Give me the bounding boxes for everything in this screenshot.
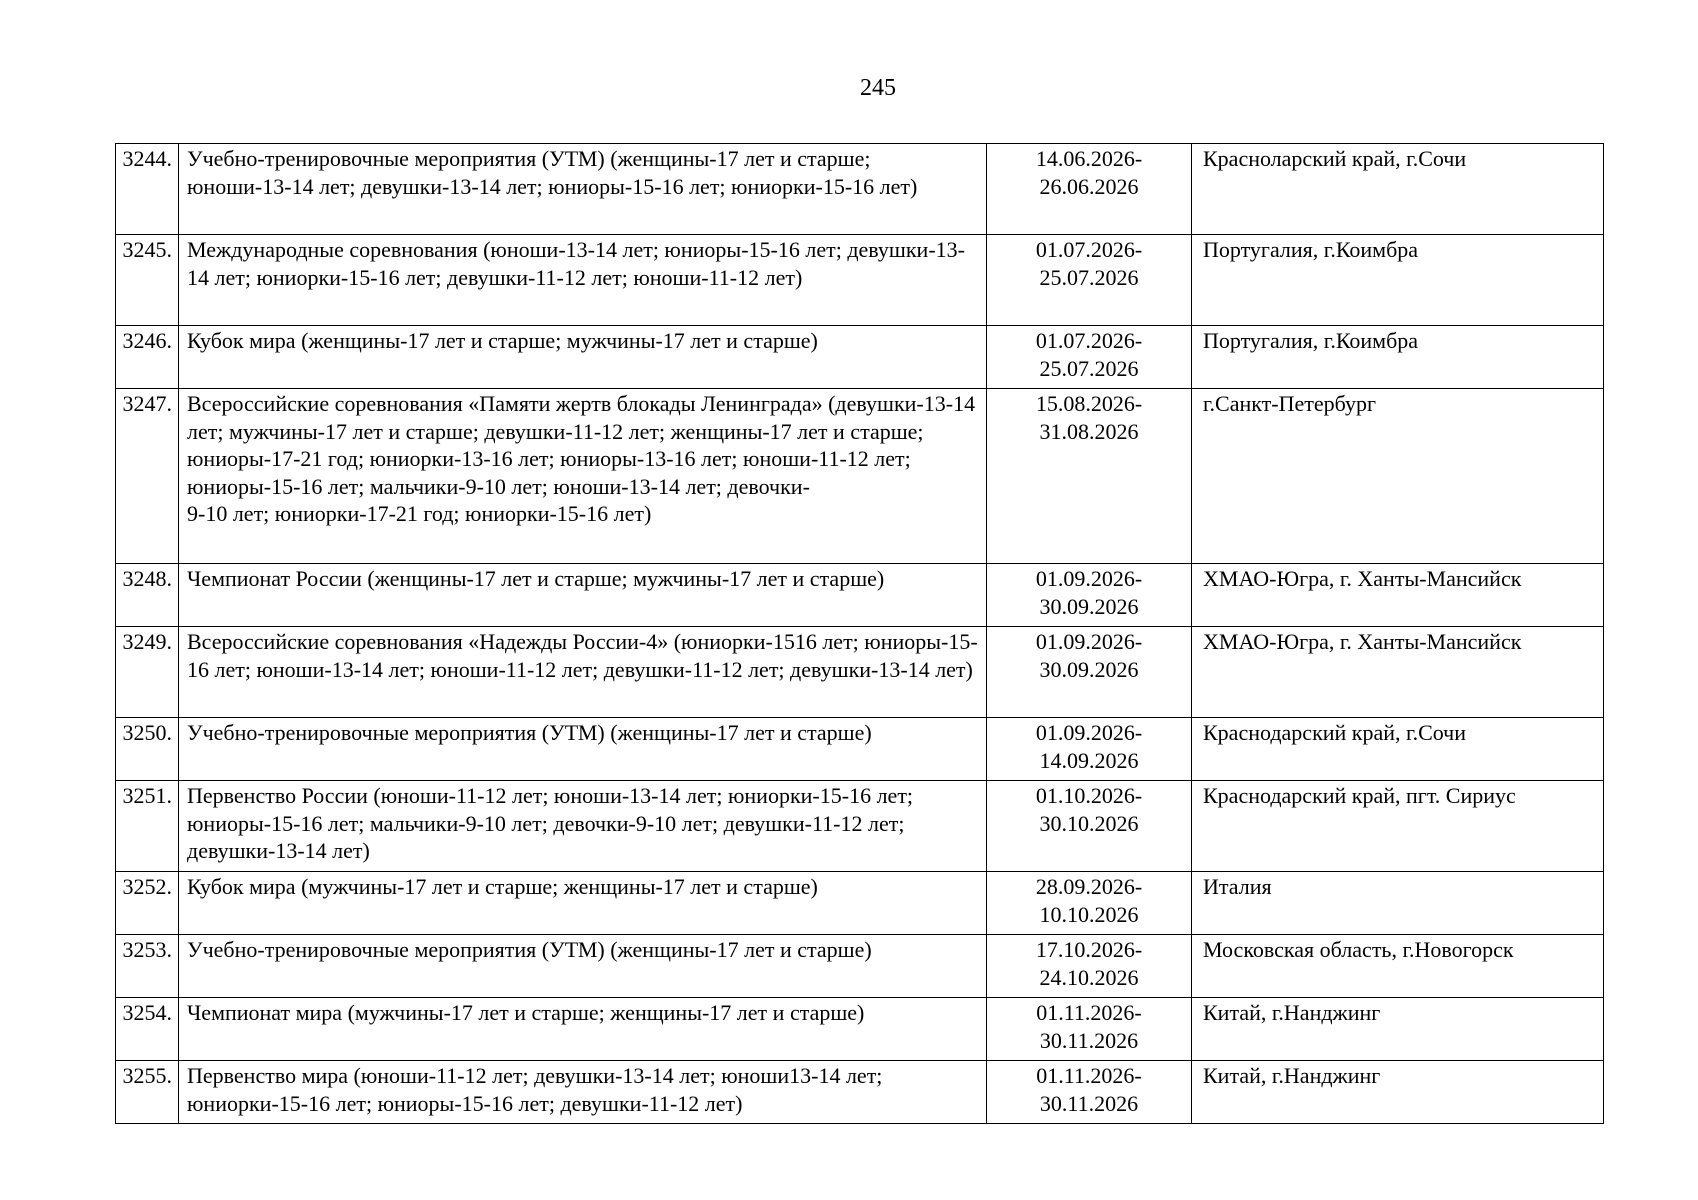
table-row: [116, 326, 1604, 389]
event-name: Всероссийские соревнования «Надежды России-4» (юниорки-1516 лет; юниоры-15-16 лет; юноши-13-14 лет; юноши-11-12 лет; девушки-11-12 лет; девушки-13-14 лет): [179, 627, 987, 718]
table-row: [116, 998, 1604, 1061]
event-number: 3253.: [116, 935, 179, 998]
date-to: 30.09.2026: [1039, 593, 1139, 619]
table-row: [116, 389, 1604, 564]
event-place: Китай, г.Нанджинг: [1192, 1061, 1604, 1124]
date-to: 25.07.2026: [1039, 264, 1139, 290]
event-dates: [987, 627, 1192, 718]
event-number: 3246.: [116, 326, 179, 389]
event-name: Учебно-тренировочные мероприятия (УТМ) (женщины-17 лет и старше; юноши-13-14 лет; девушки-13-14 лет; юниоры-15-16 лет; юниорки-15-16 лет): [179, 144, 987, 235]
date-from: 01.11.2026-: [1036, 1000, 1142, 1025]
date-to: 30.11.2026: [1039, 1027, 1139, 1053]
event-dates: [987, 935, 1192, 998]
date-from: 17.10.2026-: [1035, 937, 1143, 962]
events-table-body: [116, 144, 1604, 1124]
date-to: 14.09.2026: [1039, 747, 1139, 773]
date-from: 01.10.2026-: [1035, 783, 1143, 808]
date-from: 01.11.2026-: [1036, 1063, 1142, 1088]
event-dates: [987, 326, 1192, 389]
event-name: Кубок мира (мужчины-17 лет и старше; женщины-17 лет и старше): [179, 872, 987, 935]
page-number: 245: [860, 75, 896, 101]
date-from: 01.09.2026-: [1035, 720, 1143, 745]
event-place: Краснодарский край, г.Сочи: [1192, 718, 1604, 781]
event-place: Португалия, г.Коимбра: [1192, 235, 1604, 326]
event-number: 3249.: [116, 627, 179, 718]
date-to: 10.10.2026: [1039, 901, 1139, 927]
table-row: [116, 144, 1604, 235]
date-from: 01.07.2026-: [1035, 328, 1143, 353]
event-number: 3250.: [116, 718, 179, 781]
event-number: 3244.: [116, 144, 179, 235]
table-row: [116, 235, 1604, 326]
event-name: Чемпионат мира (мужчины-17 лет и старше; женщины-17 лет и старше): [179, 998, 987, 1061]
event-number: 3248.: [116, 564, 179, 627]
event-place: Китай, г.Нанджинг: [1192, 998, 1604, 1061]
event-place: Италия: [1192, 872, 1604, 935]
event-dates: [987, 235, 1192, 326]
date-from: 14.06.2026-: [1035, 146, 1143, 171]
event-number: 3245.: [116, 235, 179, 326]
date-to: 30.11.2026: [1039, 1090, 1139, 1116]
event-place: ХМАО-Югра, г. Ханты-Мансийск: [1192, 564, 1604, 627]
table-row: [116, 1061, 1604, 1124]
events-table: [115, 143, 1604, 1124]
event-number: 3254.: [116, 998, 179, 1061]
event-place: г.Санкт-Петербург: [1192, 389, 1604, 564]
event-place: ХМАО-Югра, г. Ханты-Мансийск: [1192, 627, 1604, 718]
event-place: Португалия, г.Коимбра: [1192, 326, 1604, 389]
event-name: Первенство мира (юноши-11-12 лет; девушки-13-14 лет; юноши13-14 лет; юниорки-15-16 лет; юниоры-15-16 лет; девушки-11-12 лет): [179, 1061, 987, 1124]
event-dates: [987, 781, 1192, 872]
event-name: Международные соревнования (юноши-13-14 лет; юниоры-15-16 лет; девушки-13-14 лет; юниорки-15-16 лет; девушки-11-12 лет; юноши-11-12 лет): [179, 235, 987, 326]
event-name: Всероссийские соревнования «Памяти жертв блокады Ленинграда» (девушки-13-14 лет; мужчины-17 лет и старше; девушки-11-12 лет; женщины-17 лет и старше; юниоры-17-21 год; юниорки-13-16 лет; юниоры-13-16 лет; юноши-11-12 лет; юниоры-15-16 лет; мальчики-9-10 лет; юноши-13-14 лет; девочки- 9-10 лет; юниорки-17-21 год; юниорки-15-16 лет): [179, 389, 987, 564]
event-name: Учебно-тренировочные мероприятия (УТМ) (женщины-17 лет и старше): [179, 718, 987, 781]
event-name: Кубок мира (женщины-17 лет и старше; мужчины-17 лет и старше): [179, 326, 987, 389]
date-to: 26.06.2026: [1039, 173, 1139, 199]
event-number: 3247.: [116, 389, 179, 564]
table-row: [116, 872, 1604, 935]
event-dates: [987, 872, 1192, 935]
date-from: 28.09.2026-: [1035, 874, 1143, 899]
date-from: 01.09.2026-: [1035, 629, 1143, 654]
event-place: Красноларский край, г.Сочи: [1192, 144, 1604, 235]
table-row: [116, 564, 1604, 627]
date-to: 31.08.2026: [1039, 418, 1139, 444]
event-name: Учебно-тренировочные мероприятия (УТМ) (женщины-17 лет и старше): [179, 935, 987, 998]
date-from: 15.08.2026-: [1035, 391, 1143, 416]
event-number: 3255.: [116, 1061, 179, 1124]
table-row: [116, 781, 1604, 872]
event-dates: [987, 389, 1192, 564]
event-dates: [987, 1061, 1192, 1124]
event-name: Чемпионат России (женщины-17 лет и старше; мужчины-17 лет и старше): [179, 564, 987, 627]
date-from: 01.07.2026-: [1035, 237, 1143, 262]
event-place: Московская область, г.Новогорск: [1192, 935, 1604, 998]
event-place: Краснодарский край, пгт. Сириус: [1192, 781, 1604, 872]
event-dates: [987, 998, 1192, 1061]
date-to: 24.10.2026: [1039, 964, 1139, 990]
table-row: [116, 935, 1604, 998]
table-row: [116, 627, 1604, 718]
event-dates: [987, 144, 1192, 235]
event-dates: [987, 564, 1192, 627]
event-number: 3252.: [116, 872, 179, 935]
event-name: Первенство России (юноши-11-12 лет; юноши-13-14 лет; юниорки-15-16 лет; юниоры-15-16 лет; мальчики-9-10 лет; девочки-9-10 лет; девушки-11-12 лет; девушки-13-14 лет): [179, 781, 987, 872]
event-dates: [987, 718, 1192, 781]
date-to: 25.07.2026: [1039, 355, 1139, 381]
table-row: [116, 718, 1604, 781]
date-from: 01.09.2026-: [1035, 566, 1143, 591]
date-to: 30.10.2026: [1039, 810, 1139, 836]
event-number: 3251.: [116, 781, 179, 872]
date-to: 30.09.2026: [1039, 656, 1139, 682]
